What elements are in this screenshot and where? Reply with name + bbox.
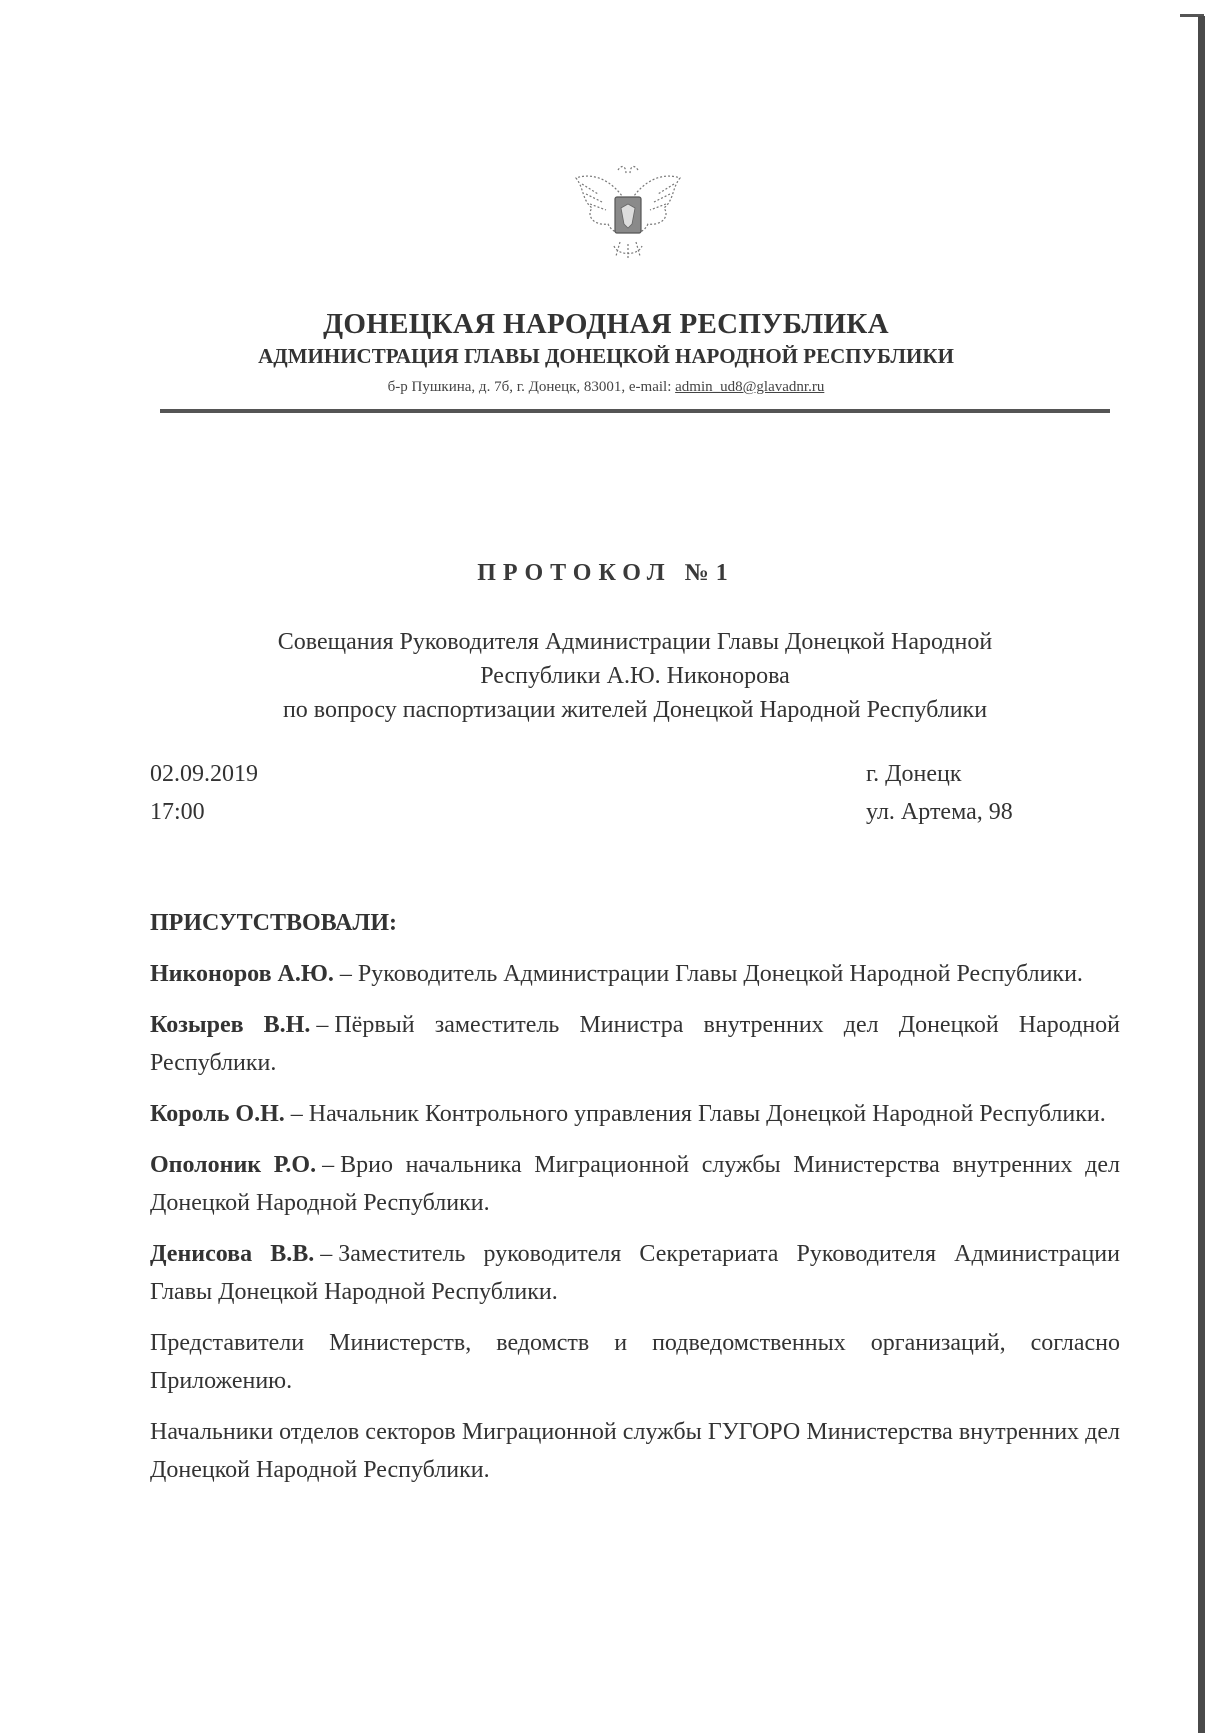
protocol-title: ПРОТОКОЛ №1 <box>477 560 735 586</box>
organization-title: ДОНЕЦКАЯ НАРОДНАЯ РЕСПУБЛИКА <box>323 308 889 340</box>
attendee-item: Козырев В.Н. – Пёрвый заместитель Министра внутренних дел Донецкой Народной Республики. <box>150 1012 1121 1076</box>
meeting-datetime <box>150 755 258 831</box>
meeting-time: 17:00 <box>150 799 205 825</box>
meeting-city: г. Донецк <box>866 761 962 787</box>
attendee-name: Никоноров А.Ю. <box>150 961 334 987</box>
attendees-heading: ПРИСУТСТВОВАЛИ: <box>150 910 398 936</box>
attendee-name: Козырев В.Н. <box>150 1012 311 1038</box>
attendee-others: Представители Министерств, ведомств и подведомственных организаций, согласно Приложению. <box>150 1330 1120 1394</box>
attendee-name: Король О.Н. <box>150 1101 285 1127</box>
meeting-date: 02.09.2019 <box>150 761 258 787</box>
attendee-role: Врио начальника Миграционной службы Министерства внутренних дел Донецкой Народной Республики. <box>150 1152 1120 1216</box>
meeting-description-line: по вопросу паспортизации жителей Донецкой Народной Республики <box>282 697 988 723</box>
attendee-name: Ополоник Р.О. <box>150 1152 317 1178</box>
address-text: б-р Пушкина, д. 7б, г. Донецк, 83001, e-mail: <box>387 379 676 395</box>
attendee-item: Король О.Н. – Начальник Контрольного управления Главы Донецкой Народной Республики. <box>150 1101 1106 1127</box>
organization-subtitle: АДМИНИСТРАЦИЯ ГЛАВЫ ДОНЕЦКОЙ НАРОДНОЙ РЕСПУБЛИКИ <box>258 344 954 368</box>
email-link[interactable]: admin_ud8@glavadnr.ru <box>675 379 825 395</box>
meeting-description-line: Республики А.Ю. Никонорова <box>480 663 790 689</box>
attendee-role: Начальник Контрольного управления Главы Донецкой Народной Республики. <box>308 1101 1106 1127</box>
meeting-description-line: Совещания Руководителя Администрации Главы Донецкой Народной <box>277 629 993 655</box>
meeting-street: ул. Артема, 98 <box>866 799 1013 825</box>
attendee-item: Денисова В.В. – Заместитель руководителя Секретариата Руководителя Администрации Главы Донецкой Народной Республики. <box>150 1241 1120 1305</box>
meeting-description <box>200 625 1070 727</box>
attendee-role: Заместитель руководителя Секретариата Руководителя Администрации Главы Донецкой Народной Республики. <box>150 1241 1120 1305</box>
coat-of-arms-icon <box>568 160 688 265</box>
page-edge <box>1198 16 1205 1733</box>
attendee-name: Денисова В.В. <box>150 1241 315 1267</box>
attendee-role: Пёрвый заместитель Министра внутренних дел Донецкой Народной Республики. <box>150 1012 1121 1076</box>
attendees-list <box>150 955 1120 1502</box>
attendee-item: Ополоник Р.О. – Врио начальника Миграционной службы Министерства внутренних дел Донецкой Народной Республики. <box>150 1152 1120 1216</box>
organization-address <box>0 379 1212 396</box>
header-divider <box>160 409 1110 413</box>
attendee-others: Начальники отделов секторов Миграционной службы ГУГОРО Министерства внутренних дел Донецкой Народной Республики. <box>150 1419 1120 1483</box>
meeting-location <box>866 755 1013 831</box>
attendee-role: Руководитель Администрации Главы Донецкой Народной Республики. <box>357 961 1083 987</box>
attendee-item: Никоноров А.Ю. – Руководитель Администрации Главы Донецкой Народной Республики. <box>150 961 1083 987</box>
